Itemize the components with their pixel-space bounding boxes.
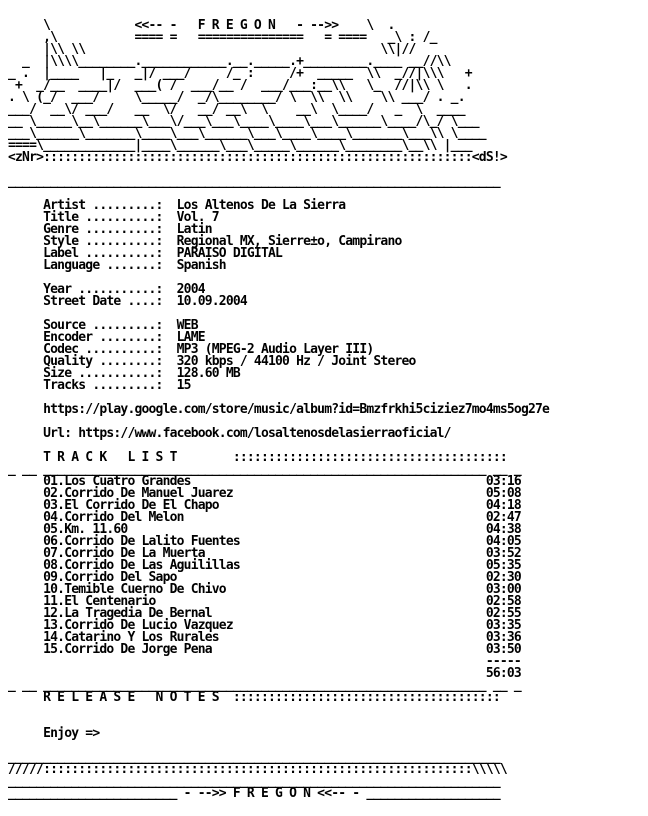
- nfo-line: T R A C K L I S T :::::::::::::::::::::::::::::::::::::::: [8, 450, 507, 465]
- nfo-line: Year ...........: 2004: [8, 282, 205, 297]
- nfo-line: . \ (_/ ___/ \_____/ _/\________/ \ \\ \\ \\ ___/ . _.: [8, 90, 465, 105]
- nfo-line: 05.Km. 11.60 04:38: [8, 522, 521, 537]
- nfo-line: Street Date ....: 10.09.2004: [8, 294, 247, 309]
- nfo-line: \ <<-- - F R E G O N - -->> \ .: [8, 18, 395, 33]
- nfo-line: 10.Temible Cuerno De Chivo 03:00: [8, 582, 521, 597]
- nfo-line: <zNr>:::::::::::::::::::::::::::::::::::::::::::::::::::::::::::::<dS!>: [8, 150, 507, 165]
- nfo-line: Encoder ........: LAME: [8, 330, 205, 345]
- nfo-line: R E L E A S E N O T E S ::::::::::::::::::::::::::::::::::::::: [8, 690, 500, 705]
- nfo-line: 15.Corrido De Jorge Pena 03:50: [8, 642, 521, 657]
- nfo-line: ________________________ - -->> F R E G O N <<-- - ___________________: [8, 786, 500, 801]
- nfo-line: |\\ \\ \\|//: [8, 42, 416, 57]
- nfo-line: ______________________________________________________________________: [8, 750, 500, 765]
- nfo-line: -----: [8, 654, 521, 669]
- nfo-line: 08.Corrido De Las Aguilillas 05:35: [8, 558, 521, 573]
- nfo-line: Title ..........: Vol. 7: [8, 210, 219, 225]
- nfo-line: ______________________________________________________________________: [8, 774, 500, 789]
- nfo-line: 03.El Corrido De El Chapo 04:18: [8, 498, 521, 513]
- nfo-line: _ . |____ |_ _|/ ___/ /_ : /+ _____ \\ _//|\\\ +: [8, 66, 472, 81]
- nfo-line: Url: https://www.facebook.com/losaltenosdelasierraoficial/: [8, 426, 451, 441]
- nfo-line: 01.Los Cuatro Grandes 03:16: [8, 474, 521, 489]
- nfo-line: 04.Corrido Del Melon 02:47: [8, 510, 521, 525]
- nfo-line: Label ..........: PARAISO DIGITAL: [8, 246, 283, 261]
- nfo-line: + _/__ ____|/ ___( / ___/__ / ___/___:__\\ \_ //|\\ \ .: [8, 78, 472, 93]
- nfo-text-document: [8, 20, 549, 800]
- nfo-line: Style ..........: Regional MX, Sierre±o, Campirano: [8, 234, 402, 249]
- nfo-line: _ __ _______________________________________________________________ __ _: [8, 462, 521, 477]
- nfo-line: https://play.google.com/store/music/album?id=Bmzfrkhi5ciziez7mo4ms5og27e: [8, 402, 550, 417]
- nfo-line: ___/ __\/ ___/ __ \/ __/ __\ \ __\ \____/ _ \ ____: [8, 102, 465, 117]
- nfo-line: __ \_____\__\______\___\/___\___\____\____\___\______\____/\_/ \___: [8, 114, 479, 129]
- nfo-line: Tracks .........: 15: [8, 378, 191, 393]
- nfo-line: _ __ _______________________________________________________________ __ _: [8, 678, 521, 693]
- nfo-line: Size ...........: 128.60 MB: [8, 366, 240, 381]
- nfo-line: 13.Corrido De Lucio Vazquez 03:35: [8, 618, 521, 633]
- nfo-line: ====\_____________|____\______\___\_____\______\________\__\\ |___: [8, 138, 472, 153]
- nfo-line: Genre ..........: Latin: [8, 222, 212, 237]
- nfo-line: 12.La Tragedia De Bernal 02:55: [8, 606, 521, 621]
- nfo-line: Language .......: Spanish: [8, 258, 226, 273]
- nfo-line: ,\ ==== = =============== = ==== _\ : /_: [8, 30, 437, 45]
- nfo-line: Enjoy =>: [8, 726, 100, 741]
- nfo-line: /////:::::::::::::::::::::::::::::::::::::::::::::::::::::::::::::\\\\\: [8, 762, 507, 777]
- nfo-line: Quality ........: 320 kbps / 44100 Hz / Joint Stereo: [8, 354, 416, 369]
- nfo-line: _ |\\\\________.____________.__._____.+_________.____ __//\\: [8, 54, 451, 69]
- nfo-line: Codec ..........: MP3 (MPEG-2 Audio Layer III): [8, 342, 374, 357]
- nfo-line: 11.El Centenario 02:58: [8, 594, 521, 609]
- nfo-line: [8, 704, 549, 716]
- nfo-line: 07.Corrido De La Muerta 03:52: [8, 546, 521, 561]
- nfo-line: 56:03: [8, 666, 521, 681]
- nfo-line: ___\______\_______\____\___\______\___\____\____\_______\___\\ \____: [8, 126, 486, 141]
- nfo-line: 09.Corrido Del Sapo 02:30: [8, 570, 521, 585]
- nfo-line: Artist .........: Los Altenos De La Sierra: [8, 198, 346, 213]
- nfo-line: 14.Catarino Y Los Rurales 03:36: [8, 630, 521, 645]
- nfo-line: 06.Corrido De Lalito Fuentes 04:05: [8, 534, 521, 549]
- nfo-line: Source .........: WEB: [8, 318, 198, 333]
- nfo-line: ______________________________________________________________________: [8, 174, 500, 189]
- nfo-line: 02.Corrido De Manuel Juarez 05:08: [8, 486, 521, 501]
